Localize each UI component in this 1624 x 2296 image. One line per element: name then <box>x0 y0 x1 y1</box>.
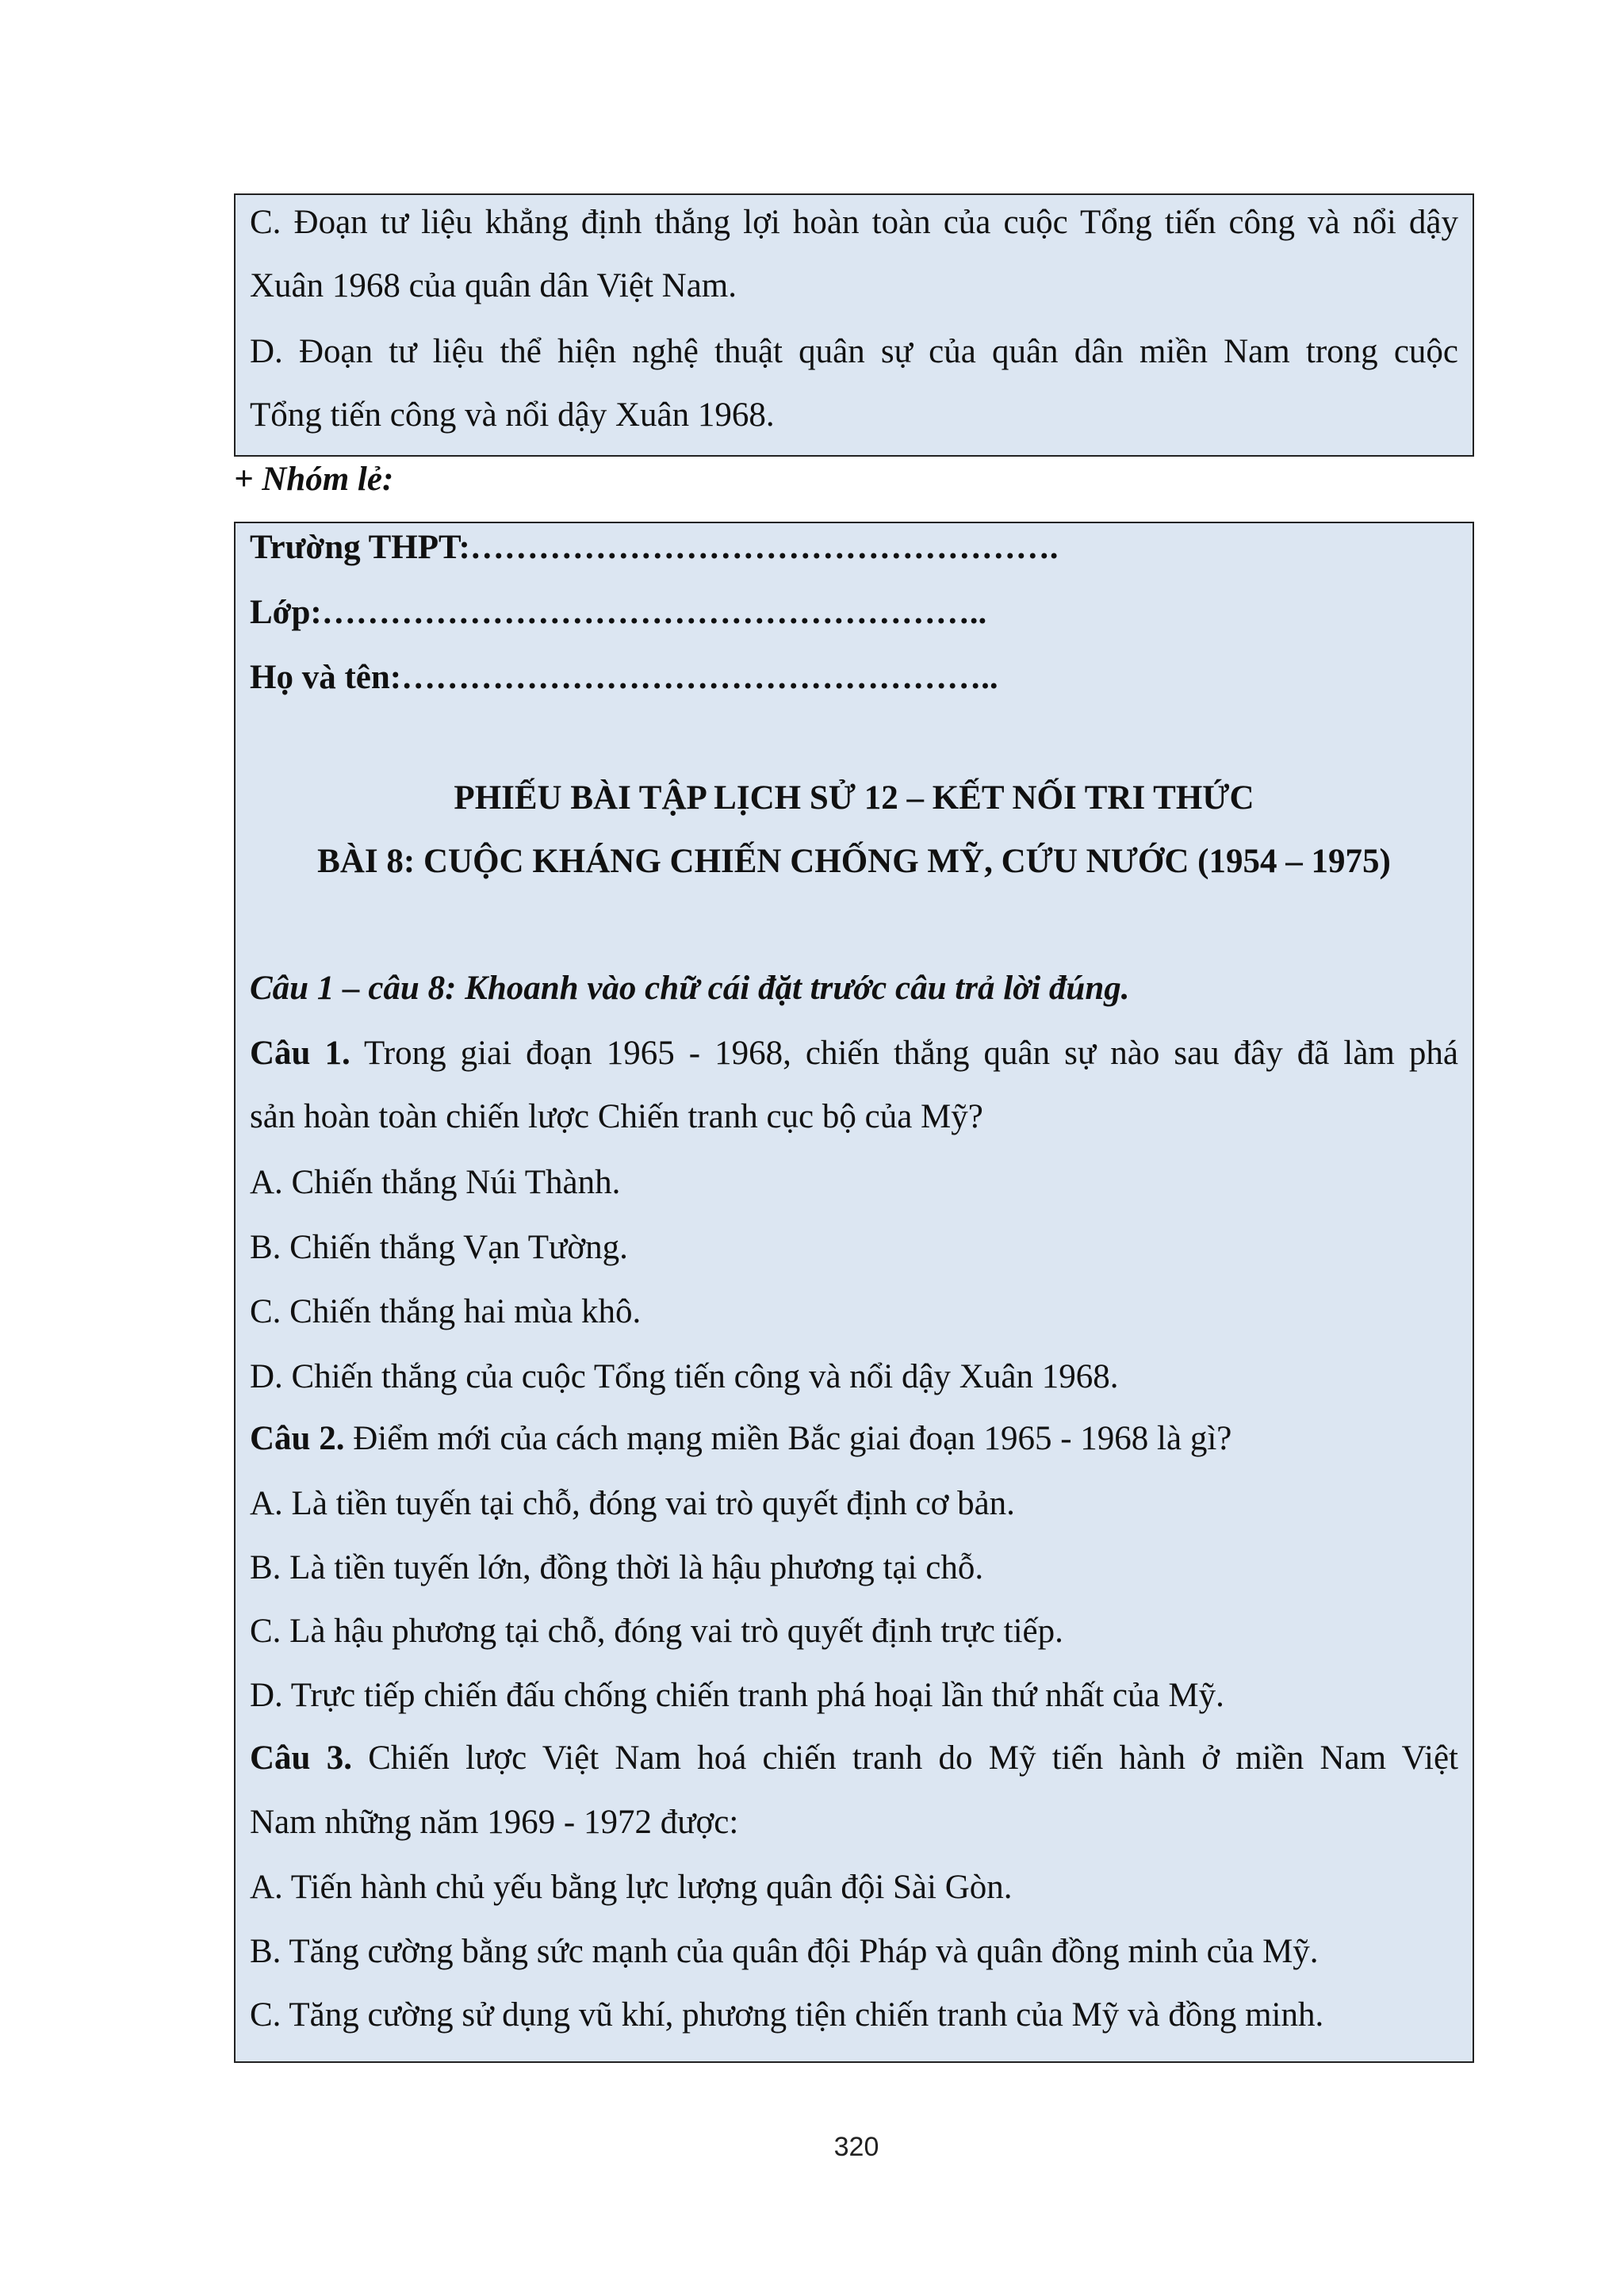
question-3-option-b: B. Tăng cường bằng sức mạnh của quân đội Pháp và quân đồng minh của Mỹ. <box>250 1933 1319 1970</box>
question-3-option-a: A. Tiến hành chủ yếu bằng lực lượng quân đội Sài Gòn. <box>250 1869 1013 1906</box>
question-3-line2: Nam những năm 1969 - 1972 được: <box>250 1804 739 1841</box>
question-2-option-b: B. Là tiền tuyến lớn, đồng thời là hậu phương tại chỗ. <box>250 1549 984 1586</box>
question-2-line1 <box>250 1418 1458 1460</box>
question-2-text: Điểm mới của cách mạng miền Bắc giai đoạn 1965 - 1968 là gì? <box>344 1420 1232 1457</box>
question-1-option-b: B. Chiến thắng Vạn Tường. <box>250 1229 628 1266</box>
question-1-line2: sản hoàn toàn chiến lược Chiến tranh cục bộ của Mỹ? <box>250 1098 983 1135</box>
instruction: Câu 1 – câu 8: Khoanh vào chữ cái đặt trước câu trả lời đúng. <box>250 970 1130 1007</box>
group-label: + Nhóm lẻ: <box>234 461 394 498</box>
option-d-line1: D. Đoạn tư liệu thể hiện nghệ thuật quân sự của quân dân miền Nam trong cuộc <box>250 333 1458 370</box>
question-3-option-c: C. Tăng cường sử dụng vũ khí, phương tiện chiến tranh của Mỹ và đồng minh. <box>250 1996 1324 2034</box>
question-2-option-d: D. Trực tiếp chiến đấu chống chiến tranh phá hoại lần thứ nhất của Mỹ. <box>250 1677 1224 1714</box>
name-field: Họ và tên:…………………………………………….. <box>250 659 998 696</box>
question-3-label: Câu 3. <box>250 1739 352 1777</box>
question-1-option-a: A. Chiến thắng Núi Thành. <box>250 1164 621 1201</box>
question-1-line1 <box>250 1032 1458 1075</box>
page-number: 320 <box>833 2132 879 2162</box>
question-3-line1 <box>250 1737 1458 1780</box>
worksheet-box <box>234 522 1474 2063</box>
question-1-option-c: C. Chiến thắng hai mùa khô. <box>250 1293 642 1330</box>
worksheet-title-line2: BÀI 8: CUỘC KHÁNG CHIẾN CHỐNG MỸ, CỨU NƯỚC (1954 – 1975) <box>317 843 1391 880</box>
question-2-label: Câu 2. <box>250 1420 345 1457</box>
option-c-line1: C. Đoạn tư liệu khẳng định thắng lợi hoàn toàn của cuộc Tổng tiến công và nổi dậy <box>250 204 1458 241</box>
previous-question-box <box>234 193 1474 457</box>
option-d-line2: Tổng tiến công và nổi dậy Xuân 1968. <box>250 396 775 434</box>
question-1-option-d: D. Chiến thắng của cuộc Tổng tiến công và nổi dậy Xuân 1968. <box>250 1358 1119 1395</box>
question-2-option-a: A. Là tiền tuyến tại chỗ, đóng vai trò quyết định cơ bản. <box>250 1485 1015 1522</box>
class-field: Lớp:………………………………………………….. <box>250 594 987 631</box>
school-field: Trường THPT:……………………………………………. <box>250 529 1059 566</box>
question-2-option-c: C. Là hậu phương tại chỗ, đóng vai trò quyết định trực tiếp. <box>250 1613 1063 1650</box>
question-1-label: Câu 1. <box>250 1035 350 1072</box>
worksheet-title-line1: PHIẾU BÀI TẬP LỊCH SỬ 12 – KẾT NỐI TRI THỨC <box>454 779 1254 817</box>
question-1-text: Trong giai đoạn 1965 - 1968, chiến thắng quân sự nào sau đây đã làm phá <box>350 1035 1458 1072</box>
option-c-line2: Xuân 1968 của quân dân Việt Nam. <box>250 267 737 304</box>
question-3-text: Chiến lược Việt Nam hoá chiến tranh do Mỹ tiến hành ở miền Nam Việt <box>351 1739 1458 1777</box>
